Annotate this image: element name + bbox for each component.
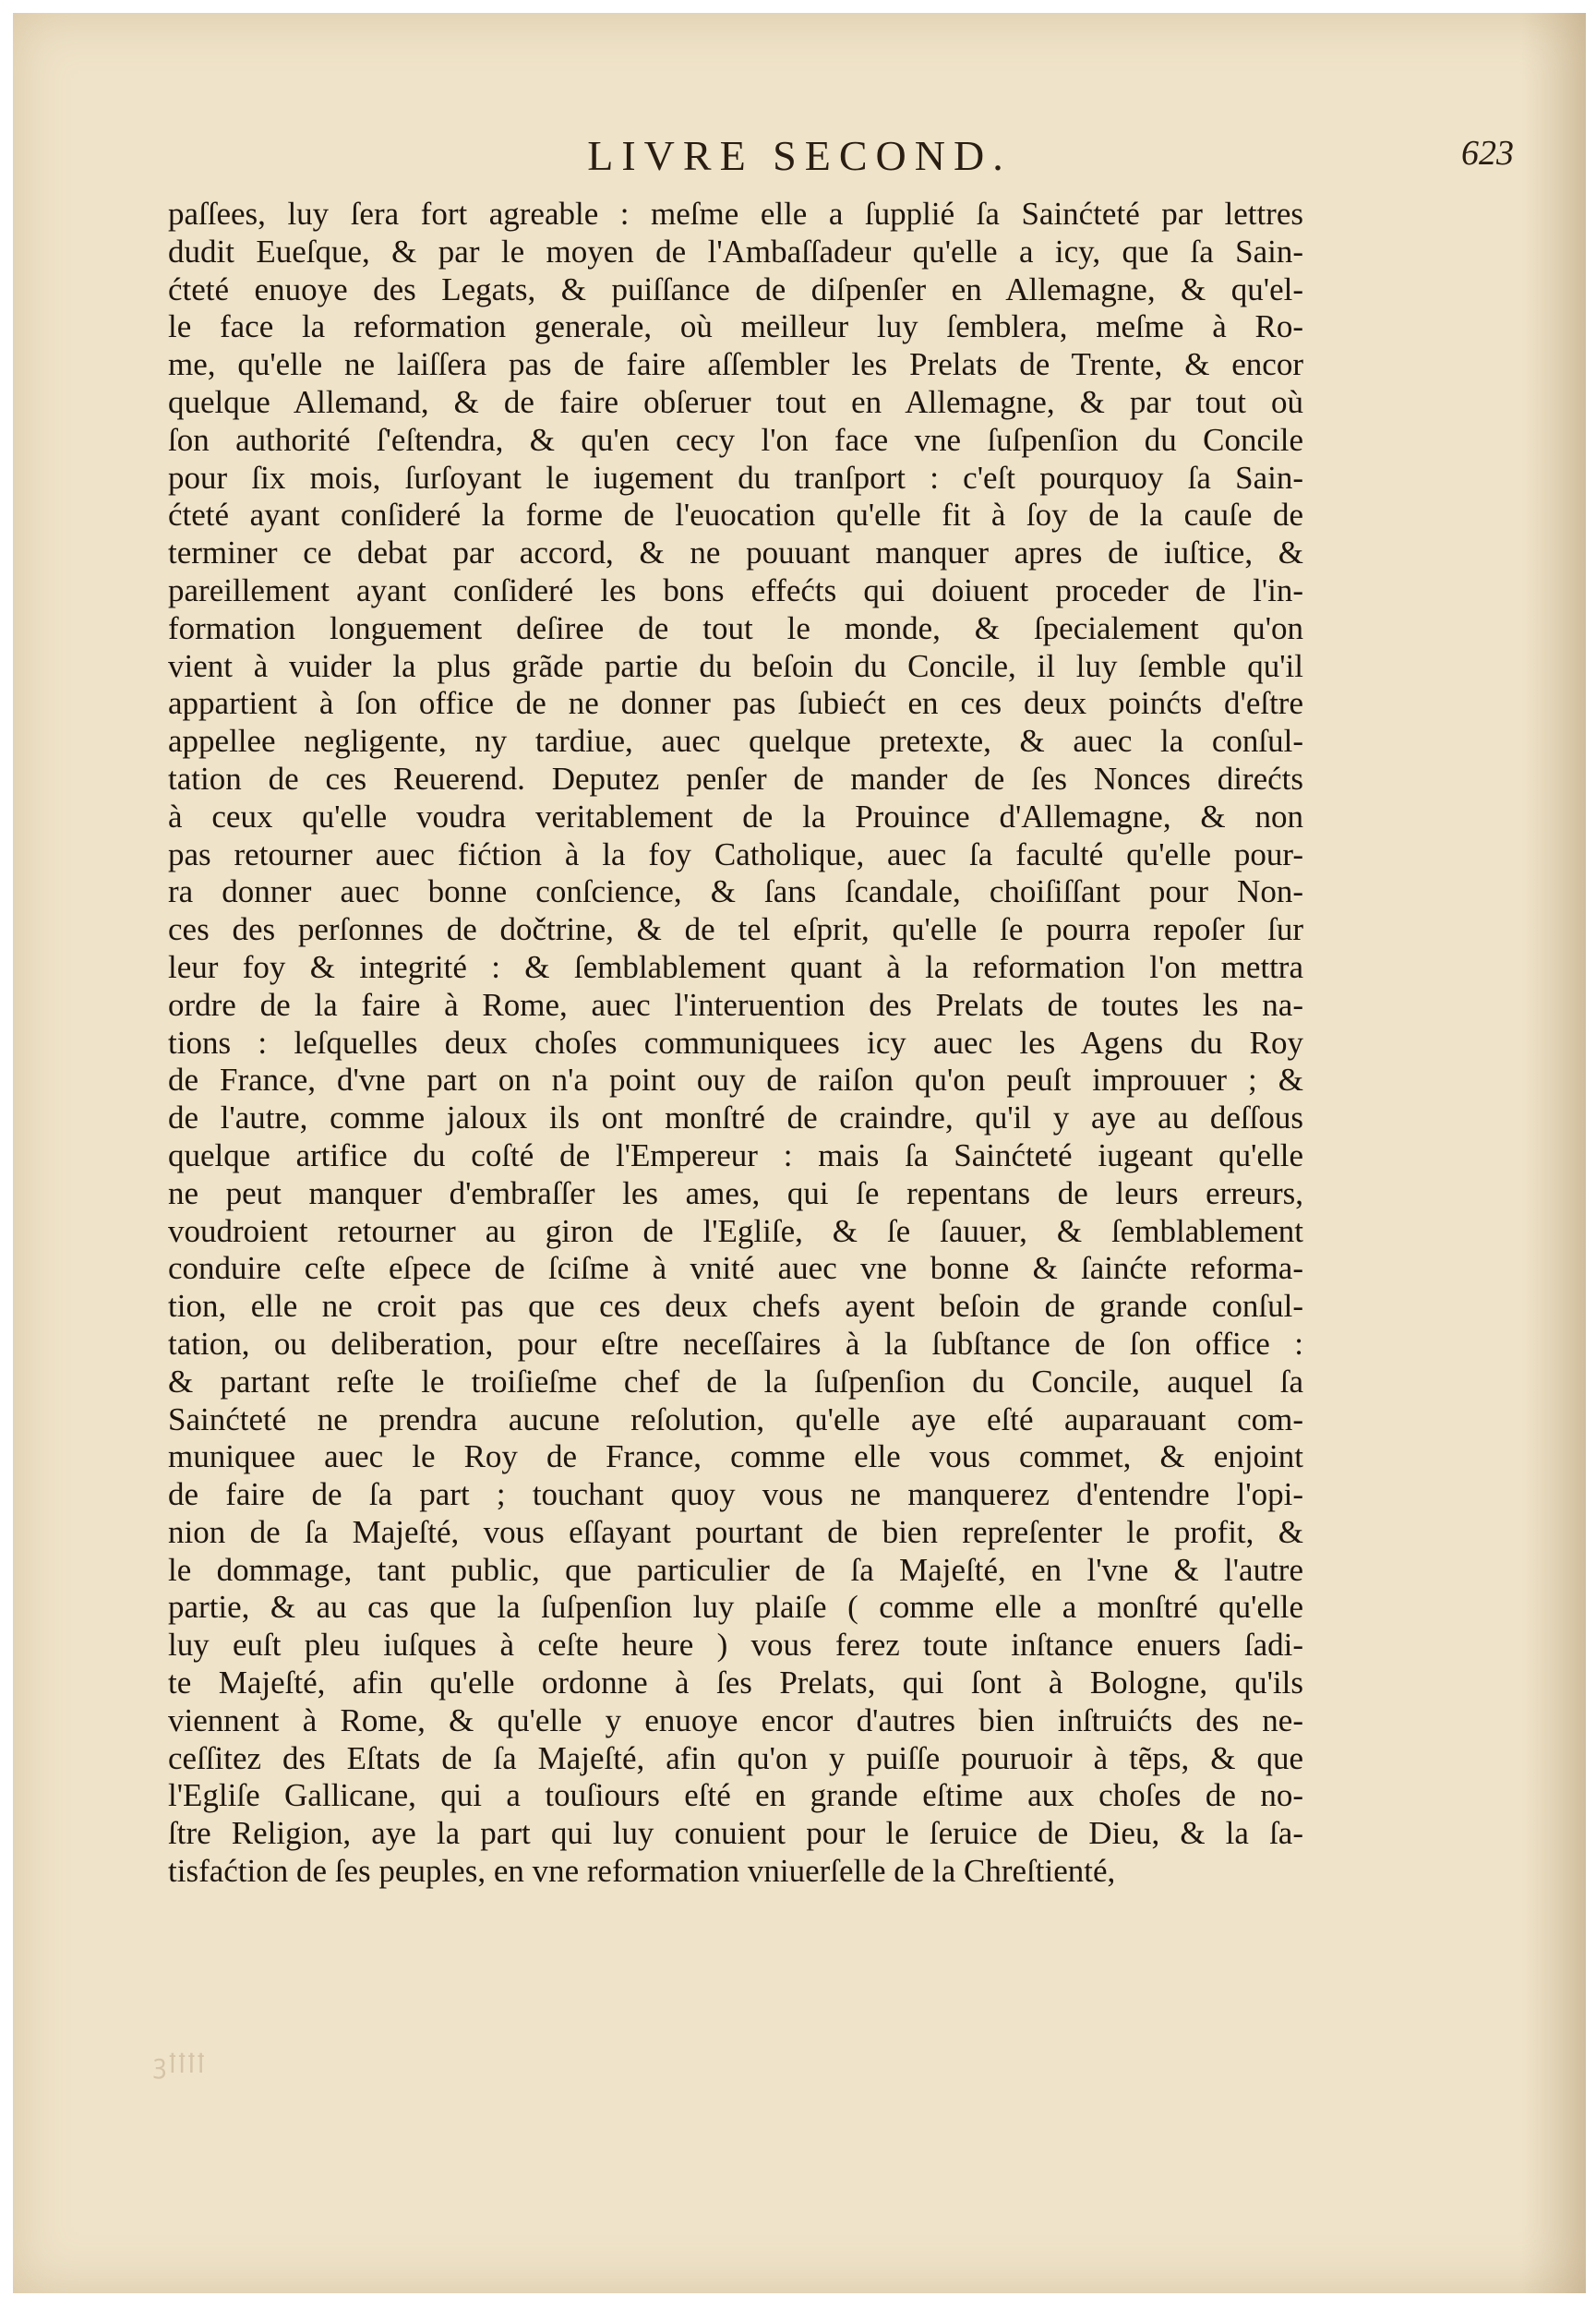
text-line: tation, ou deliberation, pour eſtre neceſſaires à la ſubſtance de ſon office : — [168, 1325, 1303, 1362]
text-line: pareillement ayant conſideré les bons effećts qui doiuent proceder de l'in- — [168, 571, 1303, 608]
text-line: de l'autre, comme jaloux ils ont monſtré de craindre, qu'il y aye au deſſous — [168, 1100, 1303, 1136]
text-line: vient à vuider la plus grãde partie du beſoin du Concile, il luy ſemble qu'il — [168, 647, 1303, 684]
text-line: ces des perſonnes de dočtrine, & de tel eſprit, qu'elle ſe pourra repoſer ſur — [168, 911, 1303, 948]
text-line: appellee negligente, ny tardiue, auec quelque pretexte, & auec la conſul- — [168, 723, 1303, 760]
text-line: paſſees, luy ſera fort agreable : meſme elle a ſupplié ſa Sainćteté par lettres — [168, 196, 1303, 232]
text-line: viennent à Rome, & qu'elle y enuoye encor d'autres bien inſtruićts des ne- — [168, 1701, 1303, 1738]
text-line: l'Egliſe Gallicane, qui a touſiours eſté en grande eſtime aux choſes de no- — [168, 1777, 1303, 1814]
text-line: le face la reformation generale, où meilleur luy ſemblera, meſme à Ro- — [168, 308, 1303, 345]
text-line: pour ſix mois, ſurſoyant le iugement du tranſport : c'eſt pourquoy ſa Sain- — [168, 459, 1303, 496]
text-line: me, qu'elle ne laiſſera pas de faire aſſembler les Prelats de Trente, & encor — [168, 346, 1303, 383]
text-line: terminer ce debat par accord, & ne pouuant manquer apres de iuſtice, & — [168, 535, 1303, 571]
text-line: Sainćteté ne prendra aucune reſolution, qu'elle aye eſté auparauant com- — [168, 1400, 1303, 1437]
text-line: ra donner auec bonne conſcience, & ſans ſcandale, choiſiſſant pour Non- — [168, 873, 1303, 910]
text-line: voudroient retourner au giron de l'Egliſe, & ſe ſauuer, & ſemblablement — [168, 1212, 1303, 1249]
book-page — [13, 13, 1586, 2293]
text-line: luy euſt pleu iuſques à ceſte heure ) vous ferez toute inſtance enuers ſadi- — [168, 1627, 1303, 1664]
text-line: ćteté ayant conſideré la forme de l'euocation qu'elle fit à ſoy de la cauſe de — [168, 497, 1303, 534]
page-edge-shadow — [1521, 13, 1586, 2293]
text-line: ceſſitez des Eſtats de ſa Majeſté, afin qu'on y puiſſe pouruoir à tẽps, & que — [168, 1739, 1303, 1776]
text-line: appartient à ſon office de ne donner pas ſubiećt en ces deux poinćts d'eſtre — [168, 685, 1303, 722]
text-line: pas retourner auec fićtion à la foy Catholique, auec ſa faculté qu'elle pour- — [168, 835, 1303, 872]
text-line: tions : leſquelles deux choſes communiquees icy auec les Agens du Roy — [168, 1024, 1303, 1061]
text-line: de faire de ſa part ; touchant quoy vous ne manquerez d'entendre l'opi- — [168, 1476, 1303, 1513]
text-line: à ceux qu'elle voudra veritablement de la Prouince d'Allemagne, & non — [168, 798, 1303, 835]
running-head — [13, 131, 1586, 186]
text-line: & partant reſte le troiſieſme chef de la ſuſpenſion du Concile, auquel ſa — [168, 1363, 1303, 1400]
page-number: 623 — [1461, 134, 1514, 173]
text-line: ćteté enuoye des Legats, & puiſſance de diſpenſer en Allemagne, & qu'el- — [168, 270, 1303, 307]
text-line: le dommage, tant public, que particulier de ſa Majeſté, en l'vne & l'autre — [168, 1551, 1303, 1588]
text-line: te Majeſté, afin qu'elle ordonne à ſes Prelats, qui ſont à Bologne, qu'ils — [168, 1665, 1303, 1701]
text-line: ſon authorité ſ'eſtendra, & qu'en cecy l'on face vne ſuſpenſion du Concile — [168, 421, 1303, 458]
text-line: nion de ſa Majeſté, vous eſſayant pourtant de bien repreſenter le profit, & — [168, 1513, 1303, 1550]
text-line: tisfaćtion de ſes peuples, en vne reformation vniuerſelle de la Chreſtienté, — [168, 1853, 1116, 1890]
text-line: de France, d'vne part on n'a point ouy de raiſon qu'on peuſt improuuer ; & — [168, 1062, 1303, 1099]
text-line: quelque Allemand, & de faire obſeruer tout en Allemagne, & par tout où — [168, 383, 1303, 420]
running-title: LIVRE SECOND. — [587, 132, 1012, 179]
text-line: leur foy & integrité : & ſemblablement quant à la reformation l'on mettra — [168, 948, 1303, 985]
text-line: tation de ces Reuerend. Deputez penſer de mander de ſes Nonces direćts — [168, 760, 1303, 797]
text-line: ſtre Religion, aye la part qui luy conuient pour le ſeruice de Dieu, & la ſa- — [168, 1815, 1303, 1852]
text-line: muniquee auec le Roy de France, comme elle vous commet, & enjoint — [168, 1438, 1303, 1475]
text-line: conduire ceſte eſpece de ſciſme à vnité auec vne bonne & ſainćte reforma- — [168, 1250, 1303, 1287]
body-text — [168, 196, 1303, 1891]
text-line: dudit Eueſque, & par le moyen de l'Ambaſſadeur qu'elle a icy, que ſa Sain- — [168, 233, 1303, 270]
text-line: ne peut manquer d'embraſſer les ames, qui ſe repentans de leurs erreurs, — [168, 1174, 1303, 1211]
text-line: quelque artifice du coſté de l'Empereur : mais ſa Sainćteté iugeant qu'elle — [168, 1136, 1303, 1173]
text-line: ordre de la faire à Rome, auec l'interuention des Prelats de toutes les na- — [168, 986, 1303, 1023]
text-line: formation longuement deſiree de tout le monde, & ſpecialement qu'on — [168, 609, 1303, 646]
text-line: partie, & au cas que la ſuſpenſion luy plaiſe ( comme elle a monſtré qu'elle — [168, 1589, 1303, 1626]
faint-marginal-mark: ꝫꝉꝉꝉꝉ — [153, 2050, 208, 2079]
text-line: tion, elle ne croit pas que ces deux chefs ayent beſoin de grande conſul- — [168, 1288, 1303, 1325]
